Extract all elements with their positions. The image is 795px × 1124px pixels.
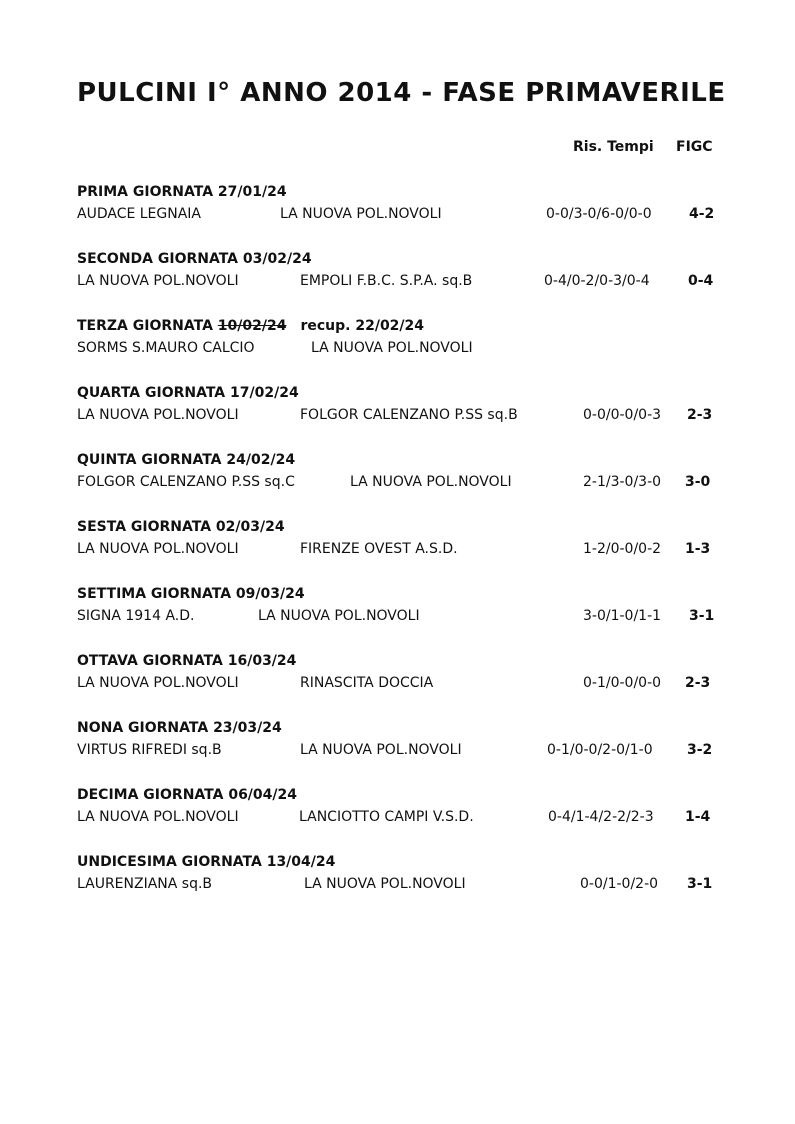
- round-4: [77, 385, 737, 435]
- round-heading: DECIMA GIORNATA 06/04/24: [77, 787, 298, 803]
- away-team: LA NUOVA POL.NOVOLI: [311, 340, 473, 356]
- away-team: LA NUOVA POL.NOVOLI: [280, 206, 442, 222]
- home-team: LAURENZIANA sq.B: [77, 876, 213, 892]
- round-heading: SECONDA GIORNATA 03/02/24: [77, 251, 312, 267]
- round-heading: QUINTA GIORNATA 24/02/24: [77, 452, 296, 468]
- away-team: FIRENZE OVEST A.S.D.: [300, 541, 458, 557]
- period-results: 0-0/0-0/0-3: [583, 407, 662, 423]
- figc-result: 0-4: [688, 273, 714, 289]
- page-title: PULCINI I° ANNO 2014 - FASE PRIMAVERILE: [77, 78, 726, 108]
- away-team: LA NUOVA POL.NOVOLI: [300, 742, 462, 758]
- figc-result: 3-1: [687, 876, 713, 892]
- figc-result: 3-0: [685, 474, 711, 490]
- column-header-figc: FIGC: [676, 139, 713, 155]
- away-team: FOLGOR CALENZANO P.SS sq.B: [300, 407, 518, 423]
- home-team: LA NUOVA POL.NOVOLI: [77, 809, 239, 825]
- figc-result: 1-3: [685, 541, 711, 557]
- period-results: 1-2/0-0/0-2: [583, 541, 662, 557]
- away-team: LA NUOVA POL.NOVOLI: [304, 876, 466, 892]
- period-results: 3-0/1-0/1-1: [583, 608, 662, 624]
- round-11: [77, 854, 737, 904]
- home-team: SIGNA 1914 A.D.: [77, 608, 195, 624]
- away-team: LA NUOVA POL.NOVOLI: [258, 608, 420, 624]
- figc-result: 1-4: [685, 809, 711, 825]
- period-results: 0-1/0-0/0-0: [583, 675, 662, 691]
- round-heading: UNDICESIMA GIORNATA 13/04/24: [77, 854, 336, 870]
- figc-result: 3-2: [687, 742, 713, 758]
- round-9: [77, 720, 737, 770]
- round-heading: [77, 318, 424, 334]
- away-team: RINASCITA DOCCIA: [300, 675, 434, 691]
- period-results: 0-1/0-0/2-0/1-0: [547, 742, 653, 758]
- figc-result: 4-2: [689, 206, 715, 222]
- home-team: FOLGOR CALENZANO P.SS sq.C: [77, 474, 295, 490]
- figc-result: 2-3: [687, 407, 713, 423]
- period-results: 2-1/3-0/3-0: [583, 474, 662, 490]
- period-results: 0-0/1-0/2-0: [580, 876, 659, 892]
- figc-result: 3-1: [689, 608, 715, 624]
- away-team: EMPOLI F.B.C. S.P.A. sq.B: [300, 273, 473, 289]
- round-10: [77, 787, 737, 837]
- round-heading: QUARTA GIORNATA 17/02/24: [77, 385, 299, 401]
- round-heading: SESTA GIORNATA 02/03/24: [77, 519, 285, 535]
- round-1: [77, 184, 737, 234]
- figc-result: 2-3: [685, 675, 711, 691]
- period-results: 0-4/1-4/2-2/2-3: [548, 809, 654, 825]
- column-header-tempi: Ris. Tempi: [573, 139, 654, 155]
- original-date-struck: 10/02/24: [217, 318, 287, 334]
- round-8: [77, 653, 737, 703]
- home-team: LA NUOVA POL.NOVOLI: [77, 407, 239, 423]
- period-results: 0-4/0-2/0-3/0-4: [544, 273, 650, 289]
- recovery-date: recup. 22/02/24: [300, 318, 425, 334]
- round-6: [77, 519, 737, 569]
- home-team: LA NUOVA POL.NOVOLI: [77, 273, 239, 289]
- away-team: LANCIOTTO CAMPI V.S.D.: [299, 809, 474, 825]
- round-heading-name: TERZA GIORNATA: [77, 318, 213, 334]
- round-heading: SETTIMA GIORNATA 09/03/24: [77, 586, 305, 602]
- round-heading: OTTAVA GIORNATA 16/03/24: [77, 653, 297, 669]
- home-team: AUDACE LEGNAIA: [77, 206, 202, 222]
- round-3: [77, 318, 737, 368]
- round-7: [77, 586, 737, 636]
- home-team: LA NUOVA POL.NOVOLI: [77, 675, 239, 691]
- round-heading: NONA GIORNATA 23/03/24: [77, 720, 282, 736]
- home-team: LA NUOVA POL.NOVOLI: [77, 541, 239, 557]
- period-results: 0-0/3-0/6-0/0-0: [546, 206, 652, 222]
- away-team: LA NUOVA POL.NOVOLI: [350, 474, 512, 490]
- round-5: [77, 452, 737, 502]
- home-team: VIRTUS RIFREDI sq.B: [77, 742, 222, 758]
- home-team: SORMS S.MAURO CALCIO: [77, 340, 255, 356]
- round-heading: PRIMA GIORNATA 27/01/24: [77, 184, 287, 200]
- round-2: [77, 251, 737, 301]
